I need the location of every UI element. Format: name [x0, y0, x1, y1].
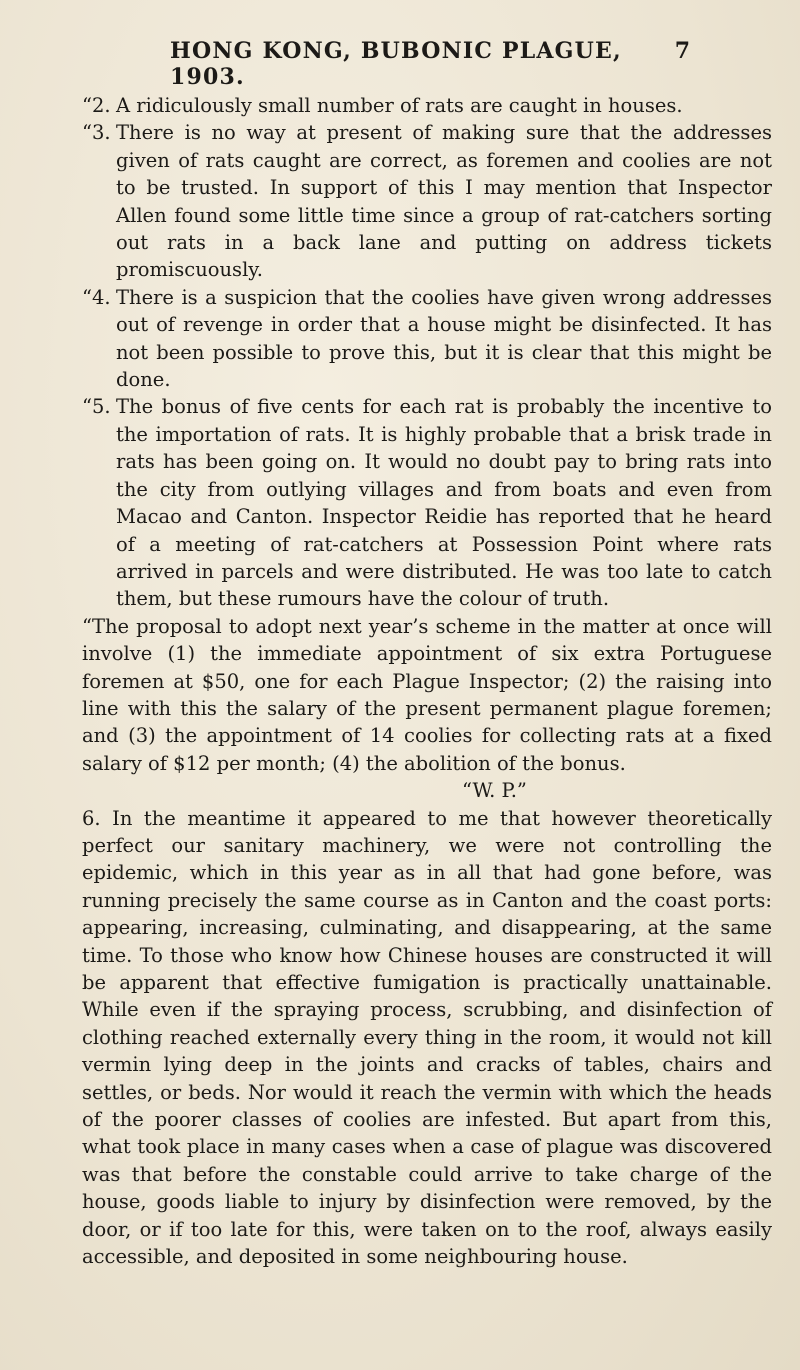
list-item-5	[82, 393, 772, 612]
running-title: HONG KONG, BUBONIC PLAGUE, 1903.	[170, 38, 622, 90]
section-6-paragraph: 6. In the meantime it appeared to me that however theoretically perfect our sanitary machinery, we were not controlling the epidemic, which in this year as in all that had gone before, was running precisely the same course as in Canton and the coast ports: appearing, increasing, culminating, and disappearing, at the same time. To those who know how Chinese houses are constructed it will be apparent that effective fumigation is practically unattainable. While even if the spraying process, scrubbing, and disinfection of clothing reached externally every thing in the room, it would not kill vermin lying deep in the joints and cracks of tables, chairs and settles, or beds. Nor would it reach the vermin with which the heads of the poorer classes of coolies are infested. But apart from this, what took place in many cases when a case of plague was discovered was that before the constable could arrive to take charge of the house, goods liable to injury by disinfection were removed, by the door, or if too late for this, were taken on to the roof, always easily accessible, and deposited in some neighbouring house.	[82, 806, 772, 1269]
item-text: The bonus of five cents for each rat is probably the incentive to the importation of rats. It is highly probable that a brisk trade in rats has been going on. It would no doubt pay to bring rats into the city from outlying villages and from boats and even from Macao and Canton. Inspector Reidie has reported that he heard of a meeting of rat-catchers at Possession Point where rats arrived in parcels and were distributed. He was too late to catch them, but these rumours have the colour of truth.	[116, 395, 772, 611]
item-number: “5.	[82, 395, 111, 419]
list-item-3	[82, 119, 772, 283]
running-head	[170, 38, 690, 90]
signature: “W. P.”	[462, 779, 527, 803]
body-text	[82, 92, 772, 1270]
list-item-2	[82, 92, 772, 119]
item-number: “2.	[82, 94, 111, 117]
item-number: “3.	[82, 121, 111, 145]
proposal-paragraph: “The proposal to adopt next year’s scheme in the matter at once will involve (1) the immediate appointment of six extra Portuguese foremen at $50, one for each Plague Inspector; (2) the raising into line with this the salary of the present permanent plague foremen; and (3) the appointment of 14 coolies for collecting rats at a fixed salary of $12 per month; (4) the abolition of the bonus.	[82, 614, 772, 775]
item-text: There is a suspicion that the coolies have given wrong addresses out of revenge in order that a house might be disinfected. It has not been possible to prove this, but it is clear that this might be done.	[116, 285, 772, 392]
item-number: “4.	[82, 285, 111, 309]
item-text: There is no way at present of making sure that the addresses given of rats caught are correct, as foremen and coolies are not to be trusted. In support of this I may mention that Inspector Allen found some little time since a group of rat-catchers sorting out rats in a back lane and putting on address tickets promiscuously.	[116, 121, 772, 282]
list-item-4	[82, 284, 772, 394]
page-number: 7	[674, 38, 690, 64]
item-text: A ridiculously small number of rats are caught in houses.	[116, 94, 683, 117]
